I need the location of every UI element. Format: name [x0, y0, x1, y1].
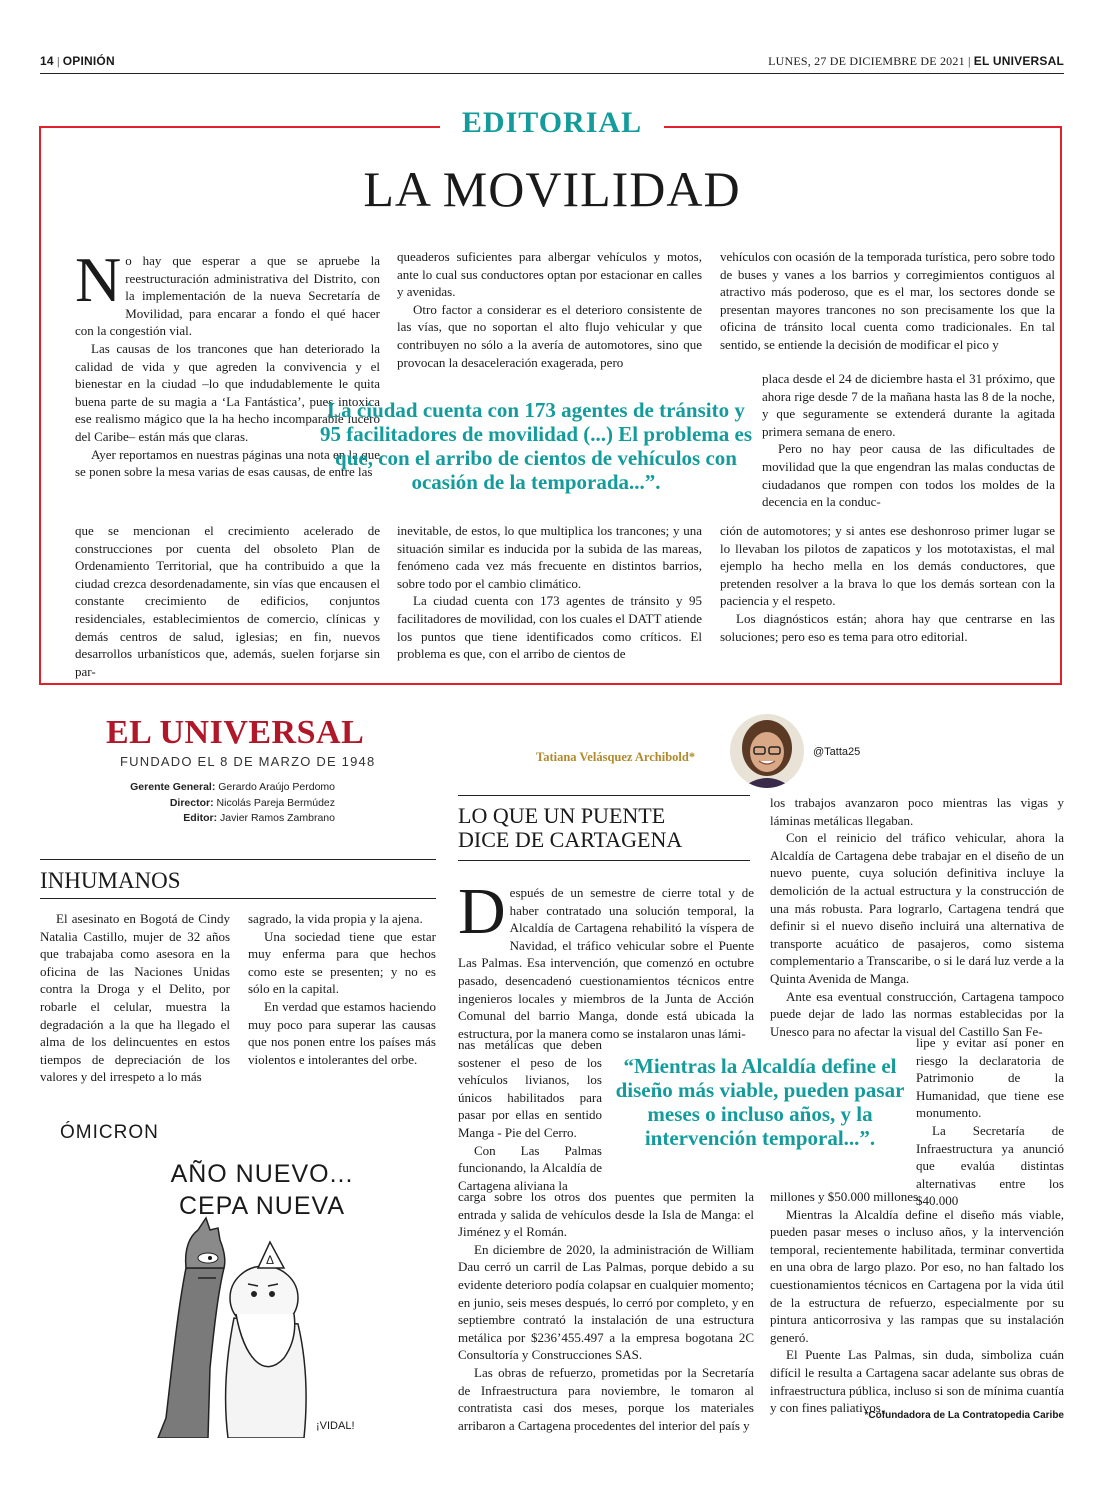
masthead-founded: FUNDADO EL 8 DE MARZO DE 1948: [120, 754, 376, 769]
inhumanos-col2: [248, 910, 436, 1068]
staff-line-editor: Editor: Javier Ramos Zambrano: [183, 812, 335, 824]
author-avatar: [730, 714, 804, 788]
cartoon-signature: ¡VIDAL!: [316, 1420, 355, 1432]
column-pullquote: “Mientras la Alcaldía define el diseño más viable, pueden pasar meses o incluso años, y la intervención temporal...”.: [615, 1054, 905, 1150]
column-col2-narrow: [916, 1034, 1064, 1210]
inhumanos-top-rule: [40, 859, 436, 860]
column-paragraph: lipe y evitar así poner en riesgo la declaratoria de Patrimonio de la Humanidad, que tiene ese monumento.: [916, 1035, 1064, 1121]
column-paragraph: En diciembre de 2020, la administración de William Dau cerró un carril de Las Palmas, porque debido a su evidente deterioro podía colapsar en cualquier momento; en junio, seis meses después, lo cerró por completo, y en septiembre contrató la instalación de una estructura metálica por $236’455.497 a la empresa bogotana 2C Consultoría y Construcciones SAS.: [458, 1241, 754, 1363]
column-paragraph: Con el reinicio del tráfico vehicular, ahora la Alcaldía de Cartagena debe trabajar en el diseño de un nuevo puente, cuya solución definitiva incluye la demolición de la actual estructura y la construcción de una más robusta. Para lograrlo, Cartagena tendrá que definir si el nuevo diseño incluirá una alternativa de transporte acuático de pasajeros, como sistema complementario a Transcaribe, o si le dará luz verde a la Quinta Avenida de Manga.: [770, 830, 1064, 986]
editorial-paragraph: La ciudad cuenta con 173 agentes de tránsito y 95 facilitadores de movilidad, con los cuales el DATT atiende los puntos que tiene identificados como críticos. El problema es que, con el arribo de cientos de: [397, 593, 702, 662]
page-header-left: [40, 54, 115, 69]
column-paragraph: espués de un semestre de cierre total y de haber contratado una solución temporal, la Alcaldía de Cartagena rehabilitó la víspera de Navidad, el tráfico vehicular sobre el Puente Las Palmas. Esa intervención, que comenzó en octubre pasado, desencadenó cuestionamientos técnicos entre ingenieros locales y miembros de la Junta de Acción Comunal del barrio Manga, donde está ubicada la estructura, por la manera como se instalaron unas lámi-: [458, 885, 754, 1041]
column-footnote: *Cofundadora de La Contratopedia Caribe: [864, 1410, 1064, 1421]
editorial-paragraph: ción de automotores; y si antes ese deshonroso primer lugar se lo llevaban los pilotos de zapaticos y los mototaxistas, el mal ejemplo ha hecho mella en los demás conductores, que pretenden resolver a la brava lo que los demás sortean con la paciencia y el respeto.: [720, 523, 1055, 609]
inhumanos-paragraph: El asesinato en Bogotá de Cindy Natalia Castillo, mujer de 32 años que trabajaba como asesora en la oficina de las Naciones Unidas contra la Droga y el Delito, por robarle el celular, muestra la degradación a la que ha llegado el alma de los delincuentes en estos tiempos de depreciación de los valores y del irrespeto a lo más: [40, 911, 230, 1085]
column-paragraph: Ante esa eventual construcción, Cartagena tampoco puede dejar de lado las normas establecidas por la Unesco para no afectar la visual del Castillo San Fe-: [770, 988, 1064, 1039]
editorial-paragraph: placa desde el 24 de diciembre hasta el 31 próximo, que ahora rige desde 7 de la mañana hasta las 8 de la noche, y que seguramente se extenderá durante la agitada primera semana de enero.: [762, 371, 1055, 439]
column-col1-bottom: [458, 1188, 754, 1434]
editorial-title: LA MOVILIDAD: [363, 161, 741, 217]
page-date: LUNES, 27 DE DICIEMBRE DE 2021: [768, 54, 965, 68]
header-separator: |: [967, 54, 974, 68]
column-paragraph: Las obras de refuerzo, prometidas por la Secretaría de Infraestructura para noviembre, le tomaron al contratista casi dos meses, porque los materiales arribaron a Cartagena procedentes del interior del país y: [458, 1364, 754, 1433]
column-paragraph: La Secretaría de Infraestructura ya anunció que evalúa distintas alternativas entre los $40.000: [916, 1122, 1064, 1209]
cartoon: [58, 1118, 388, 1438]
dropcap-n: N: [75, 244, 122, 315]
column-title-line: LO QUE UN PUENTE: [458, 803, 666, 828]
svg-text:Δ: Δ: [266, 1253, 275, 1267]
inhumanos-paragraph: En verdad que estamos haciendo muy poco para superar las causas que nos ponen entre los países más violentos e intolerantes del orbe.: [248, 998, 436, 1067]
column-paragraph: millones y $50.000 millones.: [770, 1189, 922, 1204]
author-handle: @Tatta25: [813, 746, 861, 758]
staff-line-gm: Gerente General: Gerardo Araújo Perdomo: [130, 781, 335, 793]
masthead-logo: EL UNIVERSAL: [106, 714, 365, 751]
masthead-staff: [60, 780, 335, 827]
inhumanos-col1: [40, 910, 230, 1086]
editorial-paragraph: Las causas de los trancones que han deteriorado la calidad de vida y que agreden la convivencia y el bienestar en la ciudad –lo que indudablemente le quita buena parte de su magia a ‘La Fantástica’, pues intoxica ese realismo mágico que la ha hecho incomparable lucero del Caribe– están más que claras.: [75, 340, 380, 444]
column-paragraph: Mientras la Alcaldía define el diseño más viable, pueden pasar meses o incluso años, y la intervención temporal, recientemente habilitada, terminar convertida en una obra de largo plazo. Por eso, no han faltado los cuestionamientos técnicos en Cartagena por la vida útil de la estructura de refuerzo, especialmente por su pintura anticorrosiva y las rampas que su instalación generó.: [770, 1206, 1064, 1345]
header-rule: [40, 73, 1064, 74]
column-author: Tatiana Velásquez Archibold*: [536, 750, 696, 764]
column-paragraph: Con Las Palmas funcionando, la Alcaldía de Cartagena aliviana la: [458, 1142, 602, 1193]
column-paragraph: El Puente Las Palmas, sin duda, simboliza cuán difícil le resulta a Cartagena sacar adelante sus obras de infraestructura pública, incluso si son de mínima cuantía y con fines paliativos.: [770, 1347, 1064, 1416]
inhumanos-paragraph: Una sociedad tiene que estar muy enferma para que hechos como este se presenten; y no es sólo en la capital.: [248, 928, 436, 997]
column-col1-top: [458, 875, 754, 1042]
header-newspaper: EL UNIVERSAL: [973, 54, 1064, 68]
inhumanos-paragraph: sagrado, la vida propia y la ajena.: [248, 911, 423, 926]
cartoon-caption: ÓMICRON: [60, 1122, 159, 1143]
editorial-paragraph: Los diagnósticos están; ahora hay que centrarse en las soluciones; pero eso es tema para otro editorial.: [720, 610, 1055, 644]
page-number: 14: [40, 54, 54, 68]
author-portrait: [730, 714, 804, 788]
editorial-frame: [39, 126, 1062, 685]
editorial-paragraph: Pero no hay peor causa de las dificultades de movilidad que la que engendran las malas conductas de ciudadanos que rompen con todos los moldes de la decencia en la conduc-: [762, 441, 1055, 510]
cartoon-speech: AÑO NUEVO... CEPA NUEVA: [170, 1160, 354, 1220]
column-top-rule: [458, 795, 750, 796]
column-col1-narrow: [458, 1036, 602, 1194]
column-paragraph: nas metálicas que deben sostener el peso de los vehículos livianos, los únicos habilitados para pasar por ellas en sentido Manga - Pie del Cerro.: [458, 1037, 602, 1140]
editorial-paragraph: o hay que esperar a que se apruebe la reestructuración administrativa del Distrito, con la implementación de la nueva Secretaría de Movilidad, para encarar a fondo el qué hacer con la congestión vial.: [75, 253, 380, 339]
dropcap-d: D: [458, 875, 506, 948]
column-col2-bottom: [770, 1188, 1064, 1417]
editorial-paragraph: Otro factor a considerar es el deterioro consistente de las vías, que no soportan el alto flujo vehicular y que contribuyen no sólo a la avería de automotores, sino que provocan la desaceleración exagerada, pero: [397, 301, 702, 370]
editorial-paragraph: Ayer reportamos en nuestras páginas una nota en la que se ponen sobre la mesa varias de esas causas, de entre las: [75, 446, 380, 480]
header-separator: |: [56, 54, 63, 68]
staff-line-director: Director: Nicolás Pareja Bermúdez: [169, 796, 335, 809]
inhumanos-title: INHUMANOS: [40, 868, 181, 893]
editorial-kicker: EDITORIAL: [0, 106, 1104, 140]
editorial-paragraph: que se mencionan el crecimiento acelerado de construcciones por cuenta del obsoleto Plan de Ordenamiento Territorial, que ha contribuido a que la ciudad crezca desordenadamente, sin vías que encausen el constante crecimiento de edificios, conjuntos residenciales, establecimientos de comercio, clínicas y demás centros de salud, iglesias; en fin, nuevos desarrollos urbanísticos que, además, suelen forjarse sin par-: [75, 523, 380, 679]
column-paragraph: los trabajos avanzaron poco mientras las vigas y láminas metálicas llegaban.: [770, 795, 1064, 828]
column-title-rule: [458, 860, 750, 861]
editorial-paragraph: vehículos con ocasión de la temporada turística, pero sobre todo de buses y vanes a los barrios y corregimientos contiguos al atractivo más poderoso, que es el mar, los sectores donde se presentan mayores trancones no son precisamente los que la oficina de tránsito local cuenta como tradicionales. En tal sentido, se entiende la decisión de modificar el pico y: [720, 249, 1055, 352]
column-paragraph: carga sobre los otros dos puentes que permiten la entrada y salida de vehículos desde la Isla de Manga: el Jiménez y el Román.: [458, 1189, 754, 1240]
inhumanos-bottom-rule: [40, 898, 436, 899]
page-header-right: [768, 54, 1064, 69]
editorial-paragraph: inevitable, de estos, lo que multiplica los trancones; y una situación similar es inducida por la subida de las mareas, fenómeno cada vez más frecuente en distintos barrios, sobre todo por el cambio climático.: [397, 523, 702, 591]
column-title-line: DICE DE CARTAGENA: [458, 827, 683, 852]
editorial-paragraph: queaderos suficientes para albergar vehículos y motos, ante lo cual sus conductores optan por estacionar en calles y avenidas.: [397, 249, 702, 300]
editorial-pullquote: La ciudad cuenta con 173 agentes de tránsito y 95 facilitadores de movilidad (...) El problema es que, con el arribo de cientos de vehículos con ocasión de la temporada...”.: [319, 398, 753, 494]
section-name: OPINIÓN: [62, 54, 115, 68]
column-title: [458, 804, 682, 852]
column-col2-top: [770, 794, 1064, 1040]
